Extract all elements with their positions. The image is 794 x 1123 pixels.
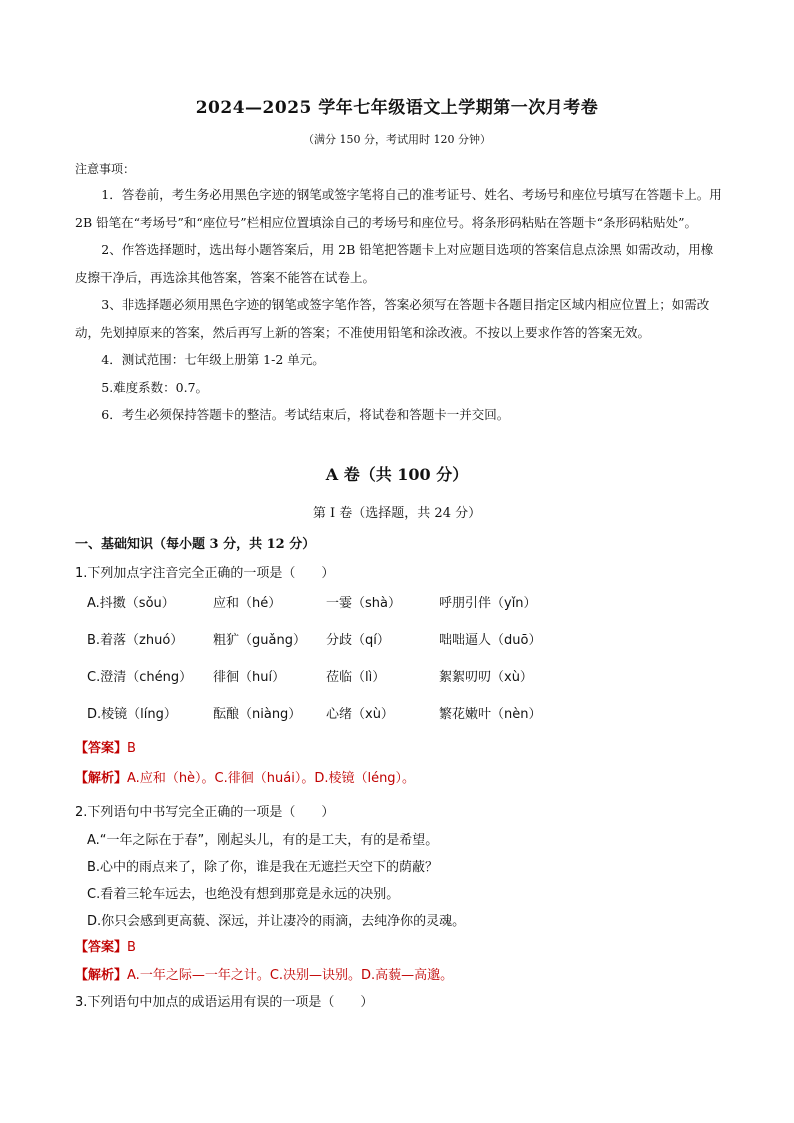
q1-option-cell: 絮絮叨叨（xù） — [439, 670, 533, 685]
q1-option-cell: 心绪（xù） — [326, 707, 394, 722]
q2-option: B.心中的雨点来了，除了你，谁是我在无遮拦天空下的荫蔽？ — [87, 860, 439, 875]
q2-stem: 2.下列语句中书写完全正确的一项是（ ） — [75, 805, 335, 820]
analysis-tag: 【解析】 — [75, 771, 128, 786]
notice-item: 2、作答选择题时，选出每小题答案后，用 2B 铅笔把答题卡上对应题目选项的答案信息点涂黑 如需改动，用橡皮擦干净后，再选涂其他答案，答案不能答在试卷上。 — [75, 242, 714, 285]
analysis-text: A.一年之际—一年之计。C.决别—诀别。D.高藐—高邈。 — [127, 968, 454, 983]
notice-item: 4．测试范围：七年级上册第 1-2 单元。 — [101, 352, 325, 367]
q1-stem: 1.下列加点字注音完全正确的一项是（ ） — [75, 566, 335, 581]
q1-option-cell: 呼朋引伴（yǐn） — [439, 596, 537, 611]
section-a-heading: A 卷（共 100 分） — [325, 465, 469, 484]
q1-option-cell: 酝酿（niàng） — [213, 707, 302, 722]
q2-analysis — [75, 964, 453, 983]
section-1-heading: 第 I 卷（选择题，共 24 分） — [312, 506, 482, 521]
notice-item: 3、非选择题必须用黑色字迹的钢笔或签字笔作答，答案必须写在答题卡各题目指定区域内相应位置上；如需改动，先划掉原来的答案，然后再写上新的答案；不准使用铅笔和涂改液。不按以上要求作答的答案无效。 — [75, 297, 710, 340]
answer-tag: 【答案】 — [75, 741, 128, 756]
q2-option: C.看着三轮车远去，也绝没有想到那竟是永远的决别。 — [87, 887, 400, 902]
answer-value: B — [127, 940, 136, 955]
q1-option-cell: 繁花嫩叶（nèn） — [439, 707, 542, 722]
q1-option-cell: D.棱镜（líng） — [87, 707, 177, 722]
notice-list — [75, 181, 725, 429]
q1-option-cell: 粗犷（guǎng） — [213, 633, 306, 648]
notice-item: 1．答卷前，考生务必用黑色字迹的钢笔或签字笔将自己的准考证号、姓名、考场号和座位号填写在答题卡上。用 2B 铅笔在“考场号”和“座位号”栏相应位置填涂自己的考场号和座位号。将条形码粘贴在答题卡“条形码粘贴处”。 — [75, 187, 722, 230]
analysis-tag: 【解析】 — [75, 968, 128, 983]
q1-option-cell: 分歧（qí） — [326, 633, 390, 648]
q1-answer — [75, 737, 136, 756]
q1-option-cell: 一霎（shà） — [326, 596, 401, 611]
notice-label: 注意事项： — [75, 162, 136, 176]
q1-analysis — [75, 767, 415, 786]
q1-option-cell: 咄咄逼人（duō） — [439, 633, 542, 648]
q1-option-cell: 应和（hé） — [213, 596, 282, 611]
answer-value: B — [127, 741, 136, 756]
part-heading: 一、基础知识（每小题 3 分，共 12 分） — [75, 537, 316, 552]
q2-option: A.“一年之际在于春”，刚起头儿，有的是工夫，有的是希望。 — [87, 833, 439, 848]
q2-option: D.你只会感到更高藐、深远，并让凄冷的雨滴，去纯净你的灵魂。 — [87, 914, 466, 929]
q1-option-cell: 徘徊（huí） — [213, 670, 286, 685]
q2-answer — [75, 936, 136, 955]
answer-tag: 【答案】 — [75, 940, 128, 955]
q1-option-cell: C.澄清（chéng） — [87, 670, 193, 685]
q1-option-cell: A.抖擞（sǒu） — [87, 596, 175, 611]
q3-stem: 3.下列语句中加点的成语运用有误的一项是（ ） — [75, 995, 374, 1010]
q1-option-cell: 莅临（lì） — [326, 670, 386, 685]
analysis-text: A.应和（hè）。C.徘徊（huái）。D.棱镜（léng）。 — [127, 771, 416, 786]
exam-title: 2024—2025 学年七年级语文上学期第一次月考卷 — [195, 98, 599, 118]
notice-item: 6．考生必须保持答题卡的整洁。考试结束后，将试卷和答题卡一并交回。 — [101, 407, 510, 422]
exam-subtitle: （满分 150 分，考试用时 120 分钟） — [303, 133, 491, 146]
notice-item: 5.难度系数：0.7。 — [101, 379, 209, 395]
q1-option-cell: B.着落（zhuó） — [87, 633, 184, 648]
